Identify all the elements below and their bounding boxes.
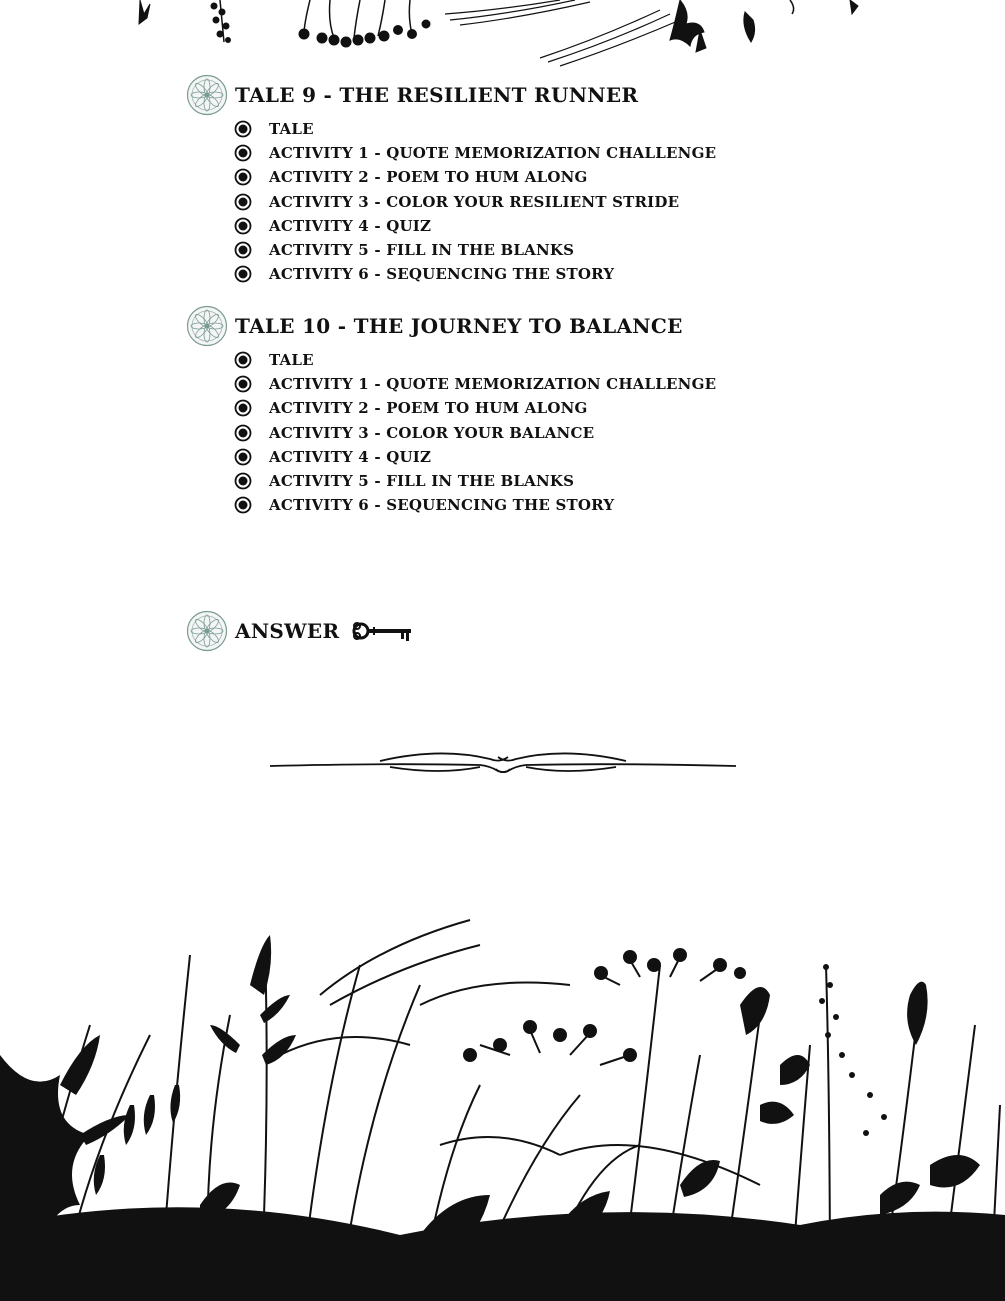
radio-bullet-icon — [234, 399, 252, 417]
list-item-label: ACTIVITY 6 - SEQUENCING THE STORY — [269, 265, 615, 284]
list-item[interactable] — [234, 117, 716, 141]
list-item-label: ACTIVITY 2 - POEM TO HUM ALONG — [269, 168, 588, 187]
list-item-label: ACTIVITY 2 - POEM TO HUM ALONG — [269, 399, 588, 418]
list-item[interactable] — [234, 262, 716, 286]
tale-10-section — [186, 306, 716, 517]
mandala-medallion-icon — [186, 74, 228, 116]
key-icon — [351, 618, 415, 644]
radio-bullet-icon — [234, 241, 252, 259]
radio-bullet-icon — [234, 217, 252, 235]
list-item-label: TALE — [269, 120, 314, 139]
list-item[interactable] — [234, 165, 716, 189]
list-item-label: ACTIVITY 3 - COLOR YOUR RESILIENT STRIDE — [269, 192, 680, 211]
list-item[interactable] — [234, 214, 716, 238]
list-item-label: ACTIVITY 5 - FILL IN THE BLANKS — [269, 241, 575, 260]
answer-title: ANSWER — [235, 619, 340, 643]
radio-bullet-icon — [234, 375, 252, 393]
radio-bullet-icon — [234, 351, 252, 369]
tale-10-title: TALE 10 - THE JOURNEY TO BALANCE — [235, 314, 683, 338]
list-item[interactable] — [234, 372, 716, 396]
radio-bullet-icon — [234, 265, 252, 283]
list-item[interactable] — [234, 396, 716, 420]
tale-9-section — [186, 75, 716, 286]
radio-bullet-icon — [234, 424, 252, 442]
radio-bullet-icon — [234, 168, 252, 186]
tale-10-item-list — [234, 348, 716, 517]
list-item[interactable] — [234, 493, 716, 517]
list-item-label: TALE — [269, 351, 314, 370]
list-item-label: ACTIVITY 4 - QUIZ — [269, 447, 432, 466]
radio-bullet-icon — [234, 144, 252, 162]
list-item-label: ACTIVITY 6 - SEQUENCING THE STORY — [269, 496, 615, 515]
mandala-medallion-icon — [186, 610, 228, 652]
list-item-label: ACTIVITY 4 - QUIZ — [269, 216, 432, 235]
radio-bullet-icon — [234, 496, 252, 514]
list-item-label: ACTIVITY 5 - FILL IN THE BLANKS — [269, 472, 575, 491]
tale-9-title: TALE 9 - THE RESILIENT RUNNER — [235, 83, 639, 107]
list-item[interactable] — [234, 141, 716, 165]
top-floral-border — [0, 0, 1005, 70]
radio-bullet-icon — [234, 193, 252, 211]
radio-bullet-icon — [234, 448, 252, 466]
tale-9-header[interactable] — [186, 75, 716, 115]
radio-bullet-icon — [234, 472, 252, 490]
list-item[interactable] — [234, 469, 716, 493]
tale-10-header[interactable] — [186, 306, 716, 346]
list-item-label: ACTIVITY 3 - COLOR YOUR BALANCE — [269, 423, 595, 442]
list-item-label: ACTIVITY 1 - QUOTE MEMORIZATION CHALLENGE — [269, 144, 717, 163]
list-item[interactable] — [234, 348, 716, 372]
tale-9-item-list — [234, 117, 716, 286]
list-item-label: ACTIVITY 1 - QUOTE MEMORIZATION CHALLENGE — [269, 375, 717, 394]
answer-section — [186, 611, 415, 651]
mandala-medallion-icon — [186, 305, 228, 347]
list-item[interactable] — [234, 190, 716, 214]
list-item[interactable] — [234, 445, 716, 469]
answer-header[interactable] — [186, 611, 415, 651]
list-item[interactable] — [234, 238, 716, 262]
flourish-divider — [270, 745, 736, 777]
radio-bullet-icon — [234, 120, 252, 138]
bottom-meadow-border — [0, 905, 1005, 1301]
list-item[interactable] — [234, 421, 716, 445]
